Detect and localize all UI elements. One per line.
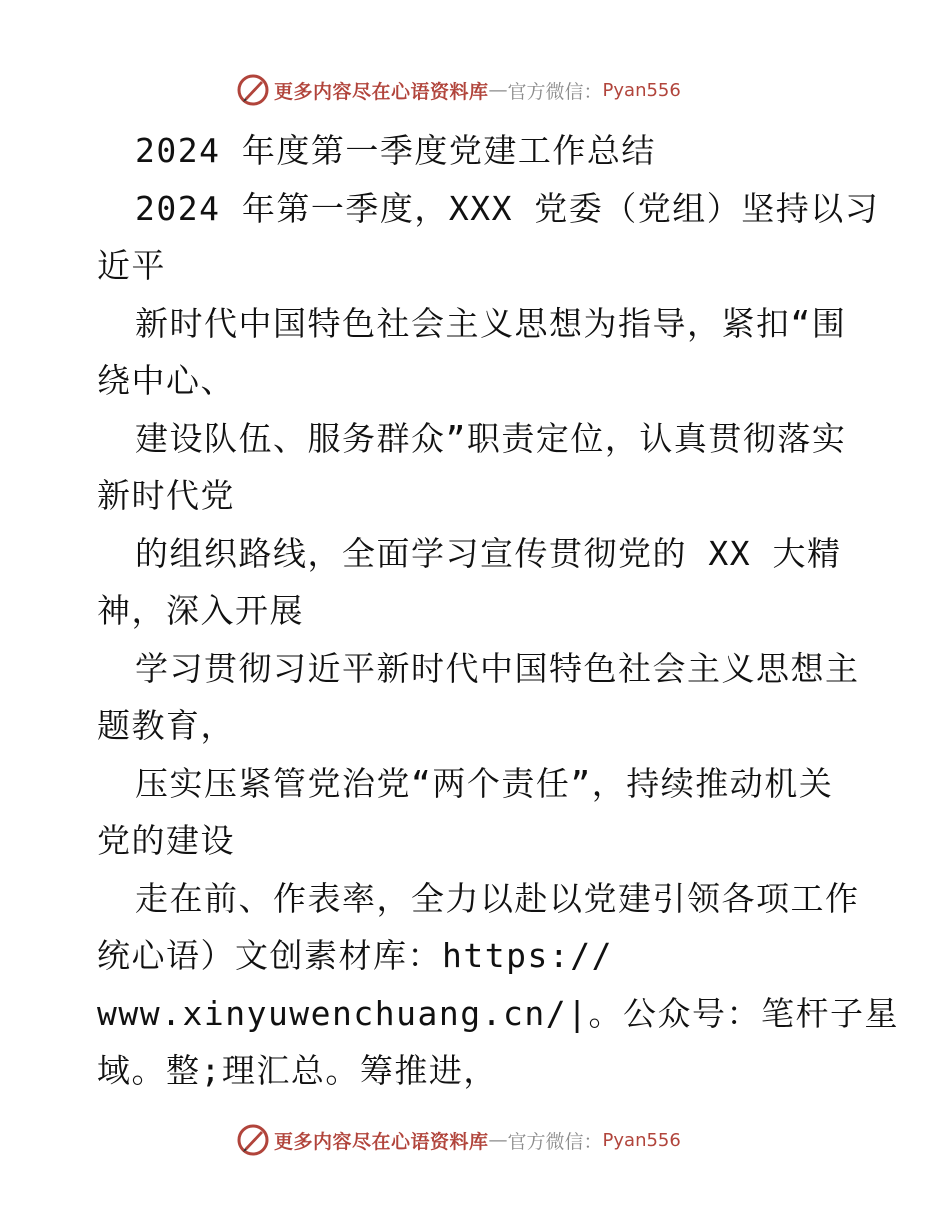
paragraph-line: 题教育， <box>97 706 235 745</box>
paragraph-line: 域。整;理汇总。筹推进， <box>97 1051 498 1090</box>
watermark-sub-text: 官方微信： <box>507 80 603 103</box>
paragraph-line: 2024 年第一季度，XXX 党委（党组）坚持以习 <box>135 188 880 228</box>
watermark-dash: — <box>488 79 508 101</box>
watermark-sub-text: 官方微信： <box>507 1130 603 1153</box>
paragraph-line: 神，深入开展 <box>97 591 304 630</box>
watermark-wechat-id: Pyan556 <box>602 79 681 101</box>
paragraph-line: 绕中心、 <box>97 361 235 400</box>
paragraph-line: 压实压紧管党治党“两个责任”，持续推动机关 <box>135 763 834 803</box>
paragraph-line: 近平 <box>97 246 166 285</box>
paragraph-line: 学习贯彻习近平新时代中国特色社会主义思想主 <box>135 648 860 688</box>
header-watermark <box>236 72 681 108</box>
watermark-main-text: 更多内容尽在心语资料库 <box>274 80 489 103</box>
paragraph-line: www.xinyuwenchuang.cn/|。公众号：笔杆子星 <box>97 993 899 1033</box>
paragraph-line: 党的建设 <box>97 821 235 860</box>
quill-logo-icon <box>236 1123 270 1157</box>
watermark-dash: — <box>488 1129 508 1151</box>
paragraph-line: 走在前、作表率，全力以赴以党建引领各项工作 <box>135 878 860 918</box>
quill-logo-icon <box>236 73 270 107</box>
watermark-main-text: 更多内容尽在心语资料库 <box>274 1130 489 1153</box>
document-body <box>97 122 897 1100</box>
paragraph-line: 的组织路线，全面学习宣传贯彻党的 XX 大精 <box>135 533 842 573</box>
footer-watermark <box>236 1122 681 1158</box>
paragraph-line: 建设队伍、服务群众”职责定位，认真贯彻落实 <box>135 418 847 458</box>
document-title: 2024 年度第一季度党建工作总结 <box>135 131 656 170</box>
paragraph-line: 新时代党 <box>97 476 235 515</box>
paragraph-line: 新时代中国特色社会主义思想为指导，紧扣“围 <box>135 303 847 343</box>
watermark-wechat-id: Pyan556 <box>602 1129 681 1151</box>
paragraph-line: 统心语）文创素材库：https:// <box>97 936 613 975</box>
